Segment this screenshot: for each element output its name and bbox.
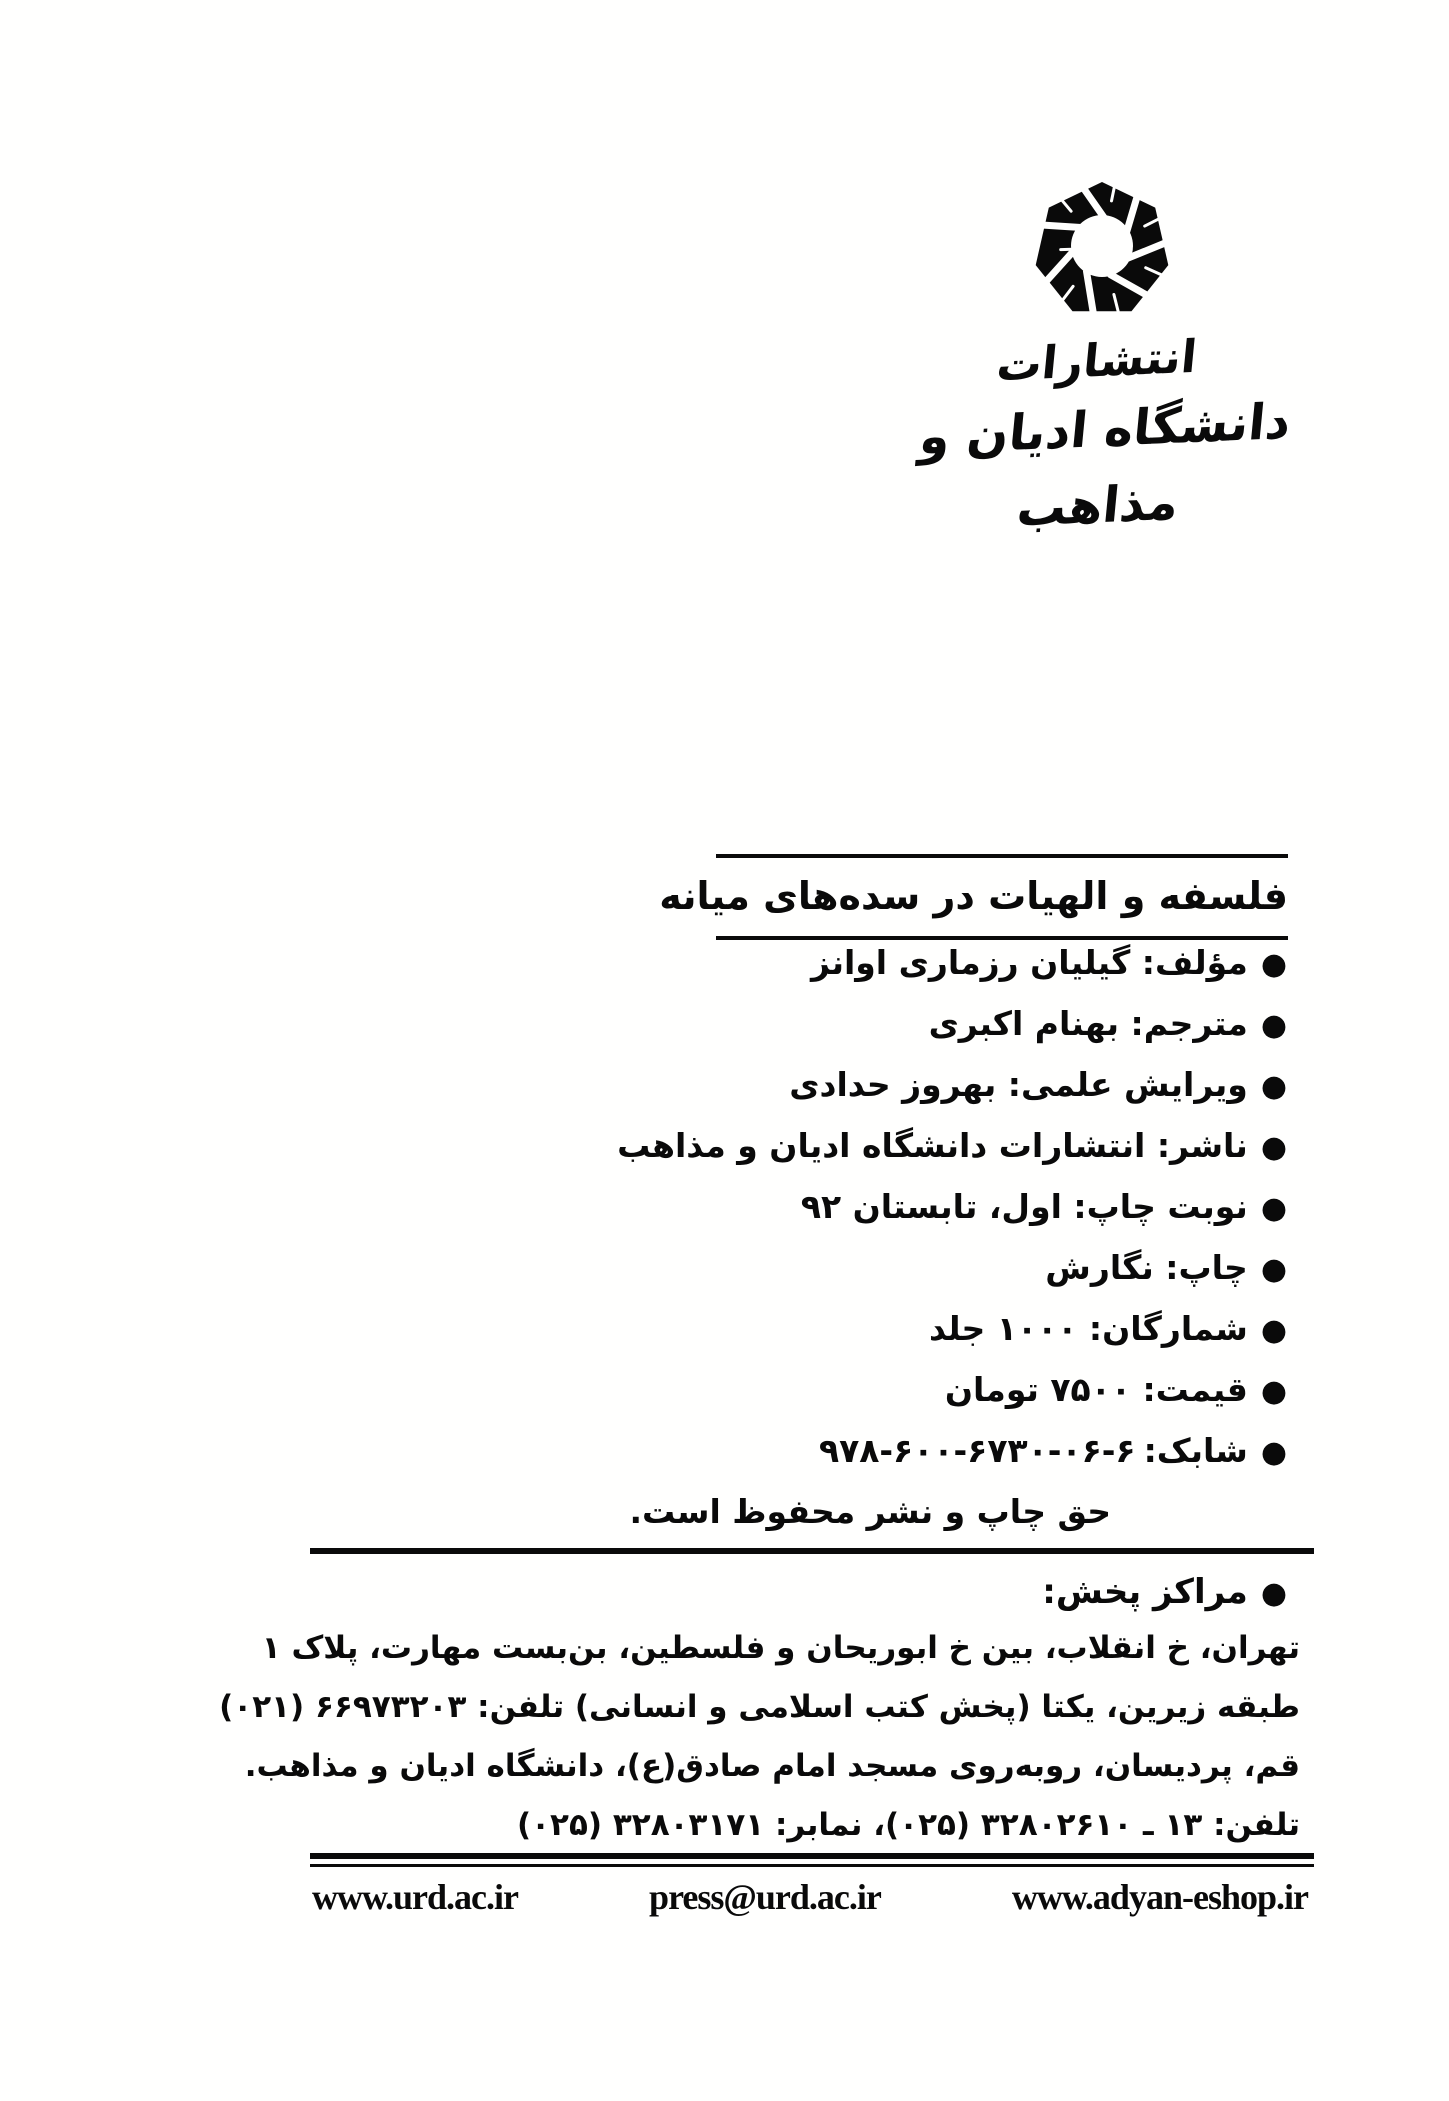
footer-divider	[310, 1853, 1314, 1867]
printer-text: چاپ: نگارش	[1045, 1248, 1248, 1287]
bullet-icon: ●	[1260, 1191, 1287, 1226]
footer-email: press@urd.ac.ir	[649, 1877, 881, 1917]
price-text: قیمت: ۷۵۰۰ تومان	[944, 1370, 1248, 1409]
address-line-tehran-phone: طبقه زیرین، یکتا (پخش کتب اسلامی و انسانی) تلفن: ۶۶۹۷۳۲۰۳ (۰۲۱)	[219, 1689, 1300, 1725]
printer-line	[287, 1237, 1287, 1298]
publisher-name-line2: دانشگاه ادیان و مذاهب	[916, 392, 1294, 538]
isbn-label: شابک:	[1143, 1431, 1248, 1470]
price-line	[287, 1359, 1287, 1420]
footer-website: www.urd.ac.ir	[312, 1877, 518, 1917]
bibliographic-details	[287, 932, 1287, 1542]
bullet-icon: ●	[1260, 1130, 1287, 1165]
copyright-note	[287, 1481, 1287, 1542]
editor-line	[287, 1054, 1287, 1115]
editor-text: ویرایش علمی: بهروز حدادی	[789, 1065, 1248, 1104]
bullet-icon: ●	[1260, 1313, 1287, 1348]
publisher-name-line1: انتشارات	[994, 329, 1200, 392]
bullet-icon: ●	[1260, 1008, 1287, 1043]
bullet-icon: ●	[1260, 947, 1287, 982]
publisher-line	[287, 1115, 1287, 1176]
publisher-logo-icon	[1028, 178, 1176, 320]
author-text: مؤلف: گیلیان رزماری اوانز	[811, 943, 1248, 982]
publisher-text: ناشر: انتشارات دانشگاه ادیان و مذاهب	[617, 1126, 1248, 1165]
bullet-icon: ●	[1260, 1576, 1287, 1611]
translator-text: مترجم: بهنام اکبری	[928, 1004, 1248, 1043]
edition-text: نوبت چاپ: اول، تابستان ۹۲	[800, 1187, 1248, 1226]
bullet-icon: ●	[1260, 1252, 1287, 1287]
isbn-value: ۹۷۸-۶۰۰-۶۷۳۰-۰۶-۶	[818, 1431, 1136, 1470]
bullet-icon: ●	[1260, 1374, 1287, 1409]
distribution-heading	[287, 1566, 1287, 1618]
copyright-text: حق چاپ و نشر محفوظ است.	[629, 1492, 1111, 1531]
book-title: فلسفه و الهیات در سده‌های میانه	[659, 874, 1288, 918]
address-line-qom-phone: تلفن: ۱۳ ـ ۳۲۸۰۲۶۱۰ (۰۲۵)، نمابر: ۳۲۸۰۳۱۷۱ (۰۲۵)	[516, 1807, 1300, 1843]
edition-line	[287, 1176, 1287, 1237]
address-line-tehran: تهران، خ انقلاب، بین خ ابوریحان و فلسطین، بن‌بست مهارت، پلاک ۱	[261, 1630, 1300, 1666]
section-divider	[310, 1548, 1314, 1554]
footer-shop: www.adyan-eshop.ir	[1011, 1877, 1308, 1917]
distribution-addresses	[220, 1619, 1300, 1855]
address-line-qom: قم، پردیسان، روبه‌روی مسجد امام صادق(ع)، دانشگاه ادیان و مذاهب.	[244, 1748, 1300, 1784]
bullet-icon: ●	[1260, 1069, 1287, 1104]
publisher-name-calligraphy	[866, 320, 1335, 554]
circulation-line	[287, 1298, 1287, 1359]
book-title-block	[659, 854, 1288, 940]
footer-links-row	[312, 1876, 1308, 1918]
circulation-text: شمارگان: ۱۰۰۰ جلد	[929, 1309, 1248, 1348]
isbn-line	[287, 1420, 1287, 1481]
distribution-heading-text: مراکز پخش:	[1042, 1572, 1248, 1612]
author-line	[287, 932, 1287, 993]
bullet-icon: ●	[1260, 1435, 1287, 1470]
translator-line	[287, 993, 1287, 1054]
